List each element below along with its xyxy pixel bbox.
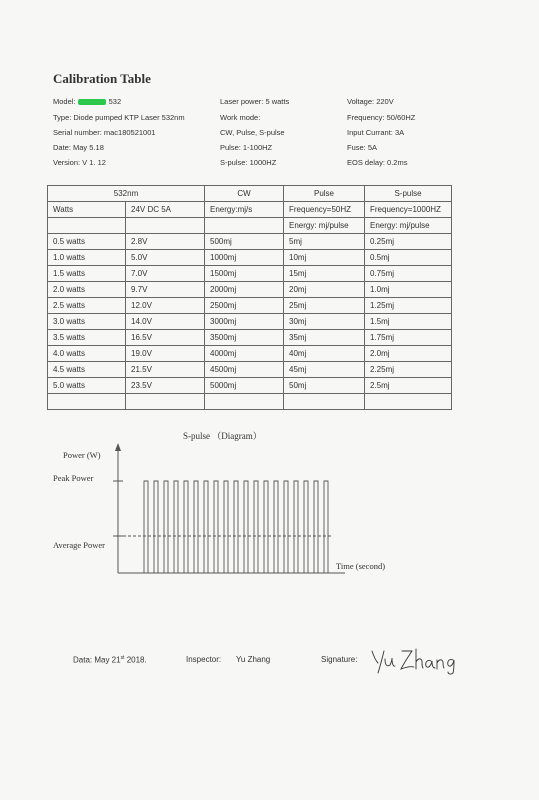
x-axis-label: Time (second) <box>336 561 386 571</box>
pulse-mark <box>184 481 188 573</box>
cell-spulse-energy: 0.25mj <box>365 234 452 250</box>
pulse-mark <box>154 481 158 573</box>
cell-cw-energy: 1500mj <box>205 266 284 282</box>
header-pulse: Pulse <box>284 186 365 202</box>
pulse-mark <box>194 481 198 573</box>
voltage-line: Voltage: 220V <box>347 97 394 106</box>
header-cw: CW <box>205 186 284 202</box>
work-mode-line: Work mode: <box>220 113 261 122</box>
cell-watts: 4.0 watts <box>48 346 126 362</box>
pulse-mark <box>304 481 308 573</box>
pulse-mark <box>254 481 258 573</box>
cell-pulse-energy: 45mj <box>284 362 365 378</box>
cell-watts: 2.0 watts <box>48 282 126 298</box>
peak-power-label: Peak Power <box>53 473 94 483</box>
subheader-watts: Watts <box>48 202 126 218</box>
cell-voltage: 7.0V <box>126 266 205 282</box>
document-title: Calibration Table <box>53 71 151 86</box>
cell-cw-energy: 1000mj <box>205 250 284 266</box>
cell-pulse-energy: 10mj <box>284 250 365 266</box>
pulse-mark <box>324 481 328 573</box>
cell-voltage: 12.0V <box>126 298 205 314</box>
cell-voltage: 2.8V <box>126 234 205 250</box>
y-axis-label: Power (W) <box>63 450 101 460</box>
version-line: Version: V 1. 12 <box>53 158 106 167</box>
subheader-spulse-energy: Energy: mj/pulse <box>365 218 452 234</box>
type-line: Type: Diode pumped KTP Laser 532nm <box>53 113 185 122</box>
laser-power-line: Laser power: 5 watts <box>220 97 290 106</box>
subheader-supply: 24V DC 5A <box>126 202 205 218</box>
pulse-mark <box>224 481 228 573</box>
date-suffix: 2018. <box>124 655 147 665</box>
inspector-name: Yu Zhang <box>236 655 271 664</box>
serial-line: Serial number: mac180521001 <box>53 128 156 137</box>
cell-spulse-energy: 0.75mj <box>365 266 452 282</box>
pulse-mark <box>214 481 218 573</box>
cell-spulse-energy: 1.75mj <box>365 330 452 346</box>
cell-voltage: 9.7V <box>126 282 205 298</box>
subheader-cw: Energy:mj/s <box>205 202 284 218</box>
cell-voltage: 14.0V <box>126 314 205 330</box>
header-spulse: S-pulse <box>365 186 452 202</box>
cell-spulse-energy: 2.5mj <box>365 378 452 394</box>
cell-pulse-energy: 25mj <box>284 298 365 314</box>
subheader-spulse-frequency: Frequency=1000HZ <box>365 202 452 218</box>
cell-pulse-energy: 5mj <box>284 234 365 250</box>
subheader-pulse-energy: Energy: mj/pulse <box>284 218 365 234</box>
cell-watts: 4.5 watts <box>48 362 126 378</box>
frequency-line: Frequency: 50/60HZ <box>347 113 416 122</box>
pulse-mark <box>314 481 318 573</box>
model-label: Model: <box>53 97 76 106</box>
y-axis-arrow-icon <box>115 443 121 451</box>
cell-watts: 3.5 watts <box>48 330 126 346</box>
cell-pulse-energy: 15mj <box>284 266 365 282</box>
cell-cw-energy: 4000mj <box>205 346 284 362</box>
fuse-line: Fuse: 5A <box>347 143 378 152</box>
cell-cw-energy: 4500mj <box>205 362 284 378</box>
cell-watts: 3.0 watts <box>48 314 126 330</box>
cell-spulse-energy: 1.0mj <box>365 282 452 298</box>
input-current-line: Input Currant: 3A <box>347 128 405 137</box>
cell-spulse-energy: 2.25mj <box>365 362 452 378</box>
date-line: Date: May 5.18 <box>53 143 104 152</box>
pulse-mark <box>294 481 298 573</box>
date-ordinal: st <box>120 655 125 661</box>
handwritten-signature <box>368 645 458 675</box>
cell-pulse-energy: 40mj <box>284 346 365 362</box>
cell-voltage: 19.0V <box>126 346 205 362</box>
pulse-mark <box>284 481 288 573</box>
inspector-label: Inspector: <box>186 655 222 664</box>
spulse-line: S-pulse: 1000HZ <box>220 158 277 167</box>
cell-cw-energy: 500mj <box>205 234 284 250</box>
cell-cw-energy: 2500mj <box>205 298 284 314</box>
cell-cw-energy: 5000mj <box>205 378 284 394</box>
modes-line: CW, Pulse, S-pulse <box>220 128 285 137</box>
cell-cw-energy: 3500mj <box>205 330 284 346</box>
pulse-mark <box>204 481 208 573</box>
date-prefix: Data: May 21 <box>73 655 121 665</box>
eos-delay-line: EOS delay: 0.2ms <box>347 158 408 167</box>
cell-voltage: 5.0V <box>126 250 205 266</box>
cell-watts: 1.5 watts <box>48 266 126 282</box>
pulse-mark <box>144 481 148 573</box>
cell-cw-energy: 3000mj <box>205 314 284 330</box>
average-power-label: Average Power <box>53 540 106 550</box>
cell-spulse-energy: 1.5mj <box>365 314 452 330</box>
pulse-mark <box>174 481 178 573</box>
cell-spulse-energy: 2.0mj <box>365 346 452 362</box>
cell-cw-energy: 2000mj <box>205 282 284 298</box>
cell-pulse-energy: 20mj <box>284 282 365 298</box>
subheader-pulse-frequency: Frequency=50HZ <box>284 202 365 218</box>
cell-spulse-energy: 0.5mj <box>365 250 452 266</box>
pulse-line: Pulse: 1-100HZ <box>220 143 273 152</box>
model-value: 532 <box>108 97 122 106</box>
signature-label: Signature: <box>321 655 358 664</box>
inspection-date <box>73 655 147 665</box>
cell-spulse-energy: 1.25mj <box>365 298 452 314</box>
cell-watts: 1.0 watts <box>48 250 126 266</box>
cell-pulse-energy: 50mj <box>284 378 365 394</box>
pulse-mark <box>274 481 278 573</box>
pulse-mark <box>164 481 168 573</box>
pulse-mark <box>244 481 248 573</box>
pulse-mark <box>264 481 268 573</box>
cell-watts: 2.5 watts <box>48 298 126 314</box>
cell-voltage: 16.5V <box>126 330 205 346</box>
header-532nm: 532nm <box>48 186 205 202</box>
diagram-title: S-pulse （Diagram） <box>183 431 262 441</box>
cell-pulse-energy: 35mj <box>284 330 365 346</box>
cell-watts: 0.5 watts <box>48 234 126 250</box>
pulse-mark <box>234 481 238 573</box>
cell-watts: 5.0 watts <box>48 378 126 394</box>
cell-voltage: 21.5V <box>126 362 205 378</box>
cell-voltage: 23.5V <box>126 378 205 394</box>
cell-pulse-energy: 30mj <box>284 314 365 330</box>
